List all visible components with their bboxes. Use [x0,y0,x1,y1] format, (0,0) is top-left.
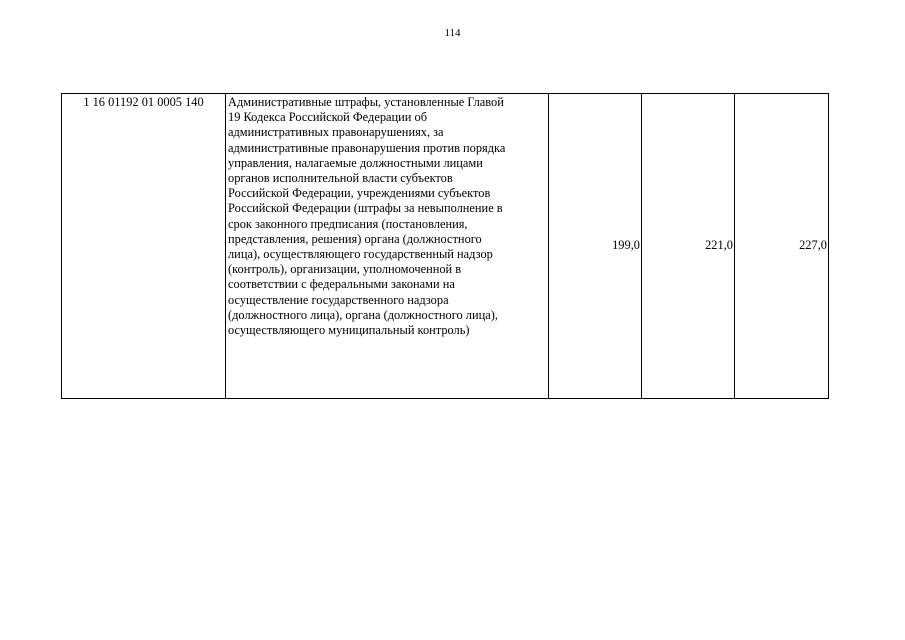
description-line: осуществление государственного надзора [228,292,449,307]
description-line: срок законного предписания (постановления, [228,216,468,231]
budget-table [61,93,829,399]
amount-value-2: 221,0 [642,94,735,399]
description-line: соответствии с федеральными законами на [228,277,455,292]
description-line: управления, налагаемые должностными лицами [228,155,483,170]
description-line: органов исполнительной власти субъектов [228,171,453,186]
budget-classification-code: 1 16 01192 01 0005 140 [62,94,226,399]
description-line: Российской Федерации, учреждениями субъектов [228,186,491,201]
description-line: представления, решения) органа (должностного [228,231,482,246]
description-line: административные правонарушения против порядка [228,140,506,155]
revenue-item-description [226,94,549,399]
amount-value-1: 199,0 [549,94,642,399]
table-row [62,94,829,399]
page-number: 114 [444,27,461,39]
amount-value-3: 227,0 [735,94,829,399]
description-line: осуществляющего муниципальный контроль) [228,323,470,338]
description-line: лица), осуществляющего государственный надзор [228,247,493,262]
description-line: Административные штрафы, установленные Главой [228,95,504,109]
description-line: Российской Федерации (штрафы за невыполнение в [228,201,503,216]
description-line: (контроль), организации, уполномоченной в [228,262,462,277]
description-line: 19 Кодекса Российской Федерации об [228,110,428,125]
description-line: (должностного лица), органа (должностного лица), [228,307,498,322]
description-line: административных правонарушениях, за [228,125,444,140]
